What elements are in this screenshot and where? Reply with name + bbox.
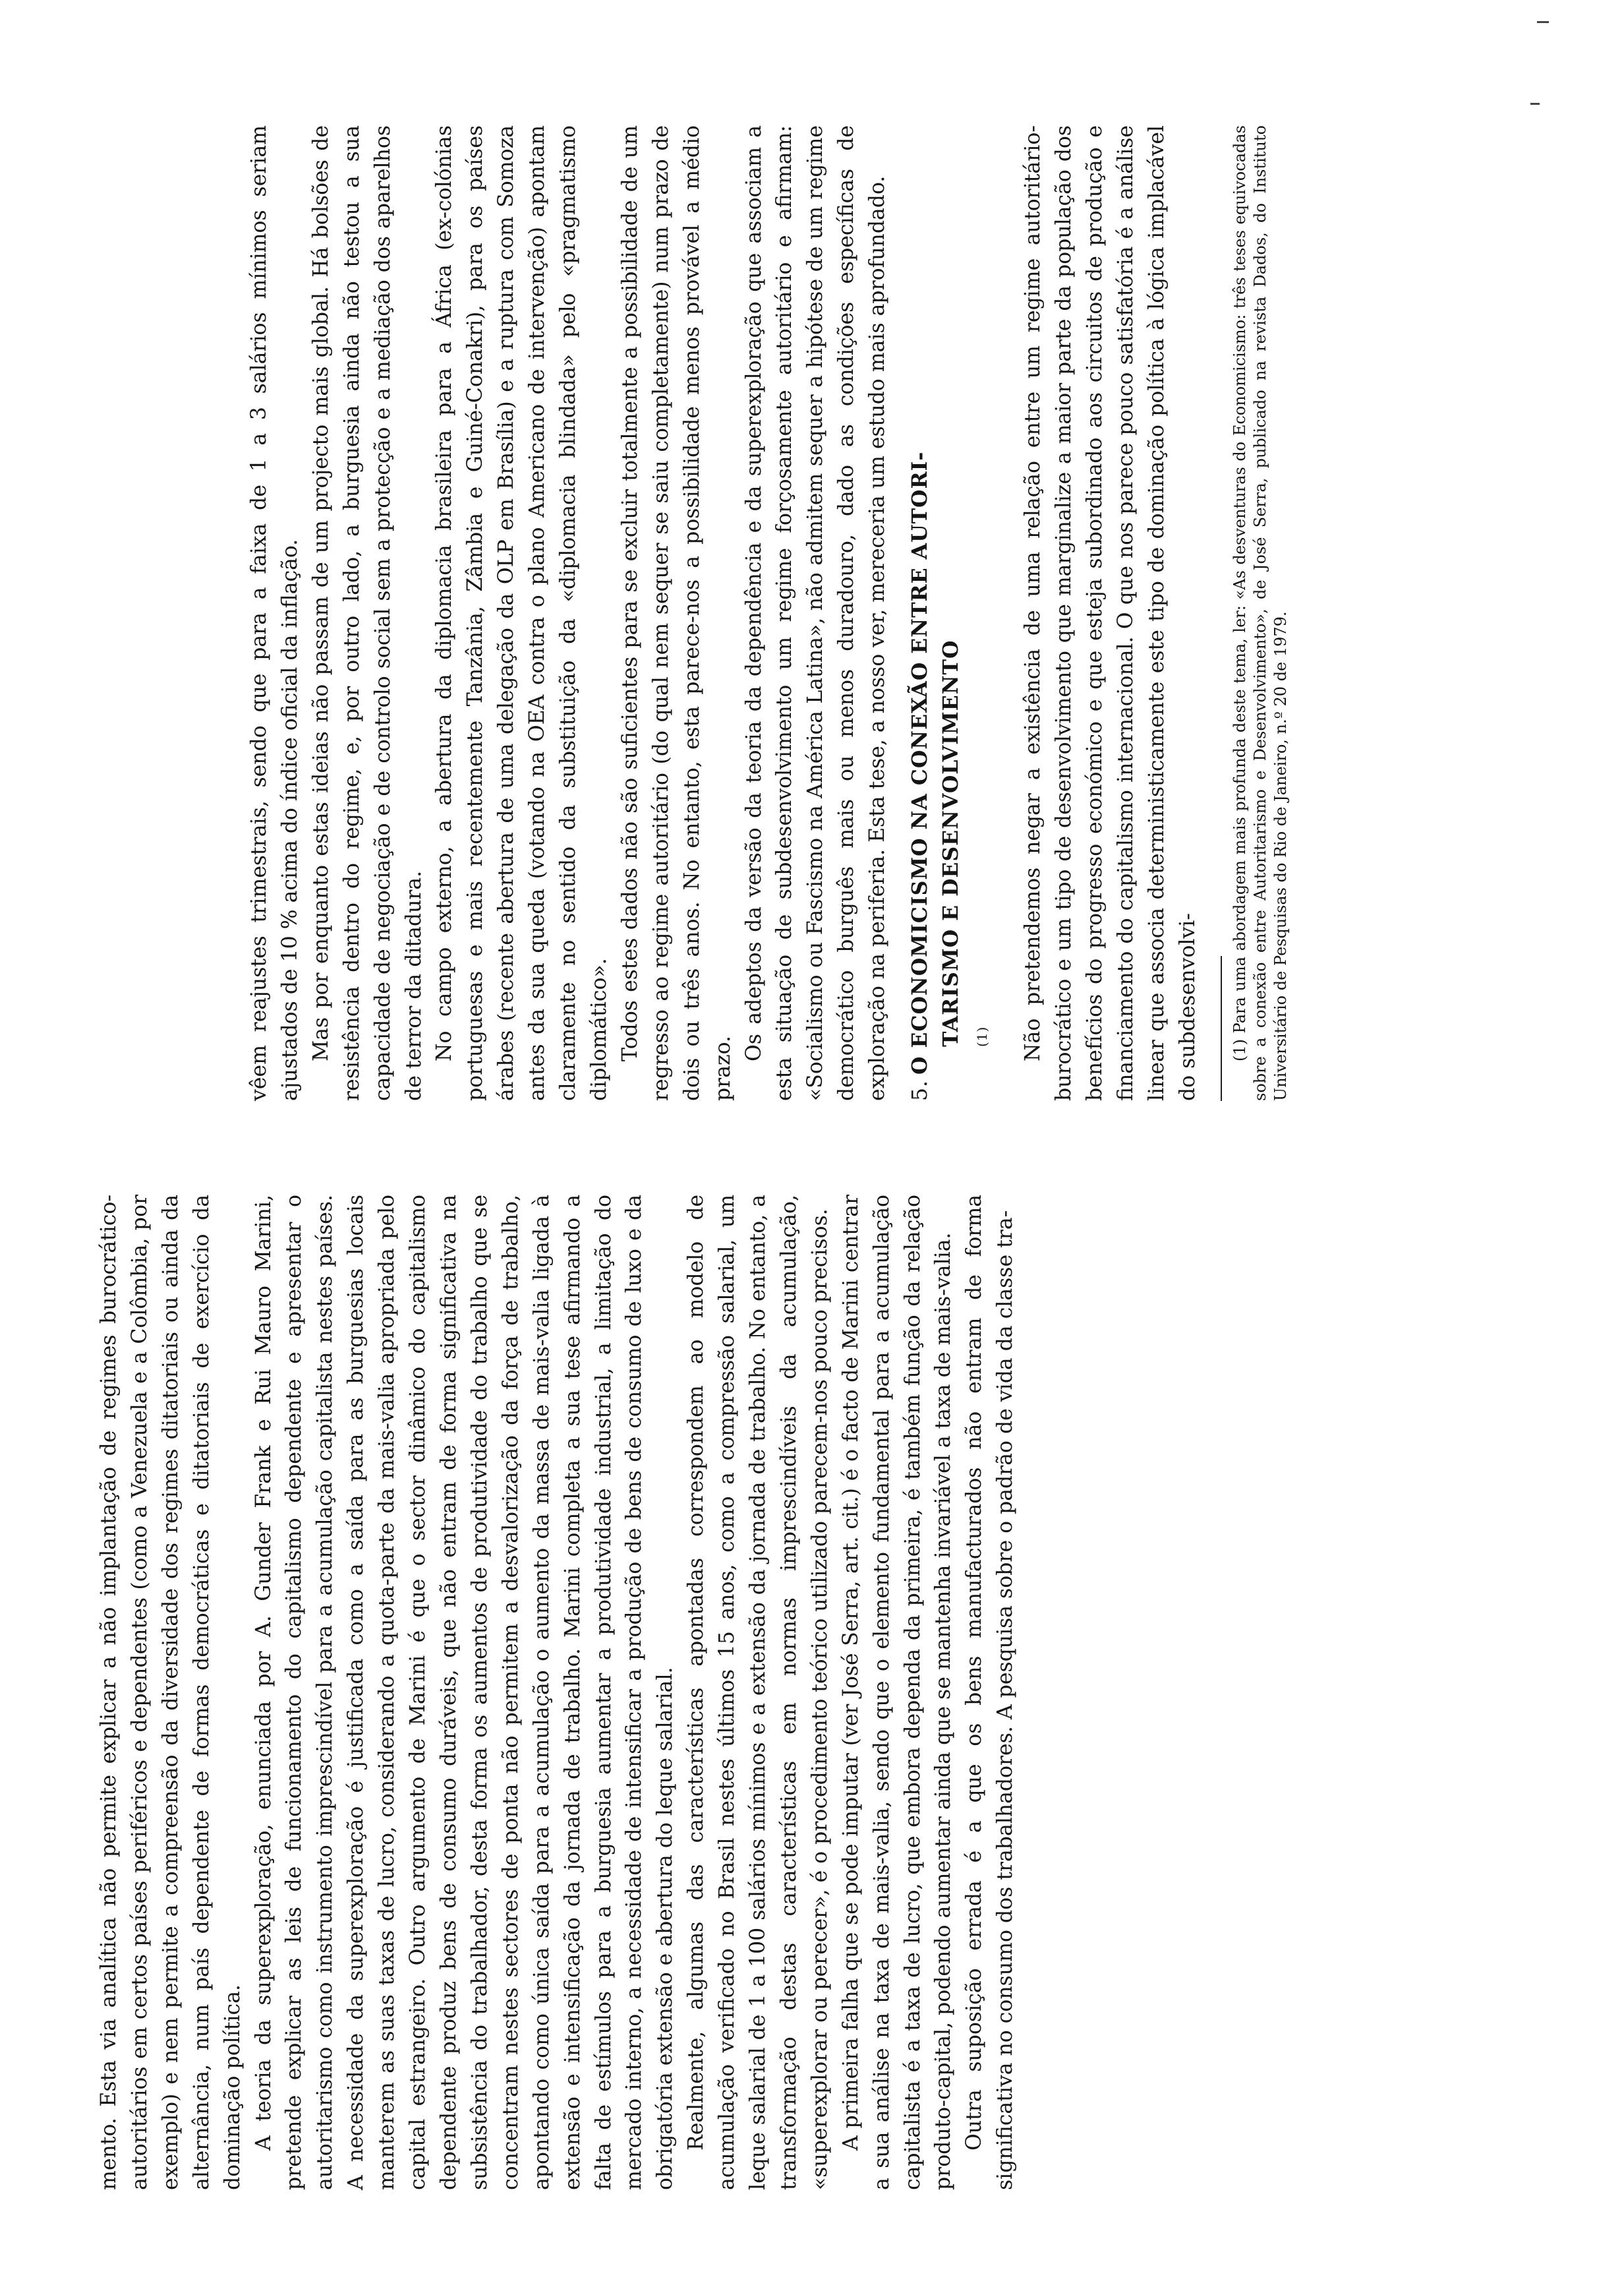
paragraph: Realmente, algumas das características apontadas correspondem ao modelo de acumulação verificado no Brasil nestes últimos 15 anos, como a compressão salarial, um leque salarial de 1 a 100 salários mínimos e a extensão da jornada de trabalho. No entanto, a transformação destas características em normas imprescindíveis da acumulação, «superexplorar ou perecer», é o procedimento teórico utilizado parecem-nos pouco precisos. [684, 1195, 832, 2190]
paragraph: Os adeptos da versão da teoria da dependência e da superexploração que associam a esta situação de subdesenvolvimento um regime forçosamente autoritário e afirmam: «Socialismo ou Fascismo na América Latina», não admitem sequer a hipótese de um regime democrático burguês mais ou menos duradouro, dado as condições específicas de exploração na periferia. Esta tese, a nosso ver, mereceria um estudo mais aprofundado. [741, 125, 890, 1101]
footnote-rule [1221, 956, 1222, 1101]
paragraph: mento. Esta via analítica não permite explicar a não implantação de regimes burocrático-autoritários em certos países periféricos e dependentes (como a Venezuela e a Colômbia, por exemplo) e nem permite a compreensão da diversidade dos regimes ditatoriais ou ainda da alternância, num país dependente de formas democráticas e ditatoriais de exercício da dominação política. [97, 1195, 245, 2190]
footnote-ref: (1) [973, 1026, 990, 1047]
paragraph: Outra suposição errada é a que os bens manufacturados não entram de forma significativa no consumo dos trabalhadores. A pesquisa sobre o padrão de vida da classe tra- [962, 1195, 1018, 2190]
section-title-line: TARISMO E DESENVOLVIMENTO [938, 639, 963, 1047]
paragraph: No campo externo, a abertura da diplomacia brasileira para a África (ex-colónias portuguesas e mais recentemente Tanzânia, Zâmbia e Guiné-Conakri), para os países árabes (recente abertura de uma delegação da OLP em Brasília) e a ruptura com Somoza antes da sua queda (votando na OEA contra o plano Americano de intervenção) apontam claramente no sentido da substituição da «diplomacia blindada» pelo «pragmatismo diplomático». [432, 125, 611, 1101]
paragraph: Todos estes dados não são suficientes para se excluir totalmente a possibilidade de um regresso ao regime autoritário (do qual nem sequer se saiu completamente) num prazo de dois ou três anos. No entanto, esta parece-nos a possibilidade menos provável a médio prazo. [618, 125, 735, 1101]
paragraph: vêem reajustes trimestrais, sendo que para a faixa de 1 a 3 salários mínimos seriam ajustados de 10 % acima do índice oficial da inflação. [247, 125, 302, 1101]
section-title-line: O ECONOMICISMO NA CONEXÃO ENTRE AUTORI- [908, 451, 933, 1075]
section-number: 5. [908, 1079, 933, 1101]
text-column-left [244, 125, 1291, 1101]
paragraph: A teoria da superexploração, enunciada por A. Gunder Frank e Rui Mauro Marini, pretende explicar as leis de funcionamento do capitalismo dependente e apresentar o autoritarismo como instrumento imprescindível para a acumulação capitalista nestes países. A necessidade da superexploração é justificada como a saída para as burguesias locais manterem as suas taxas de lucro, considerando a quota-parte da mais-valia apropriada pelo capital estrangeiro. Outro argumento de Marini é que o sector dinâmico do capitalismo dependente produz bens de consumo duráveis, que não entram de forma significativa na subsistência do trabalhador, desta forma os aumentos de produtividade do trabalho que se concentram nestes sectores de ponta não permitem a desvalorização da força de trabalho, apontando como única saída para a acumulação o aumento da massa de mais-valia ligada à extensão e intensificação da jornada de trabalho. Marini completa a sua tese afirmando a falta de estímulos para a burguesia aumentar a produtividade industrial, a limitação do mercado interno, a necessidade de intensificar a produção de bens de consumo de luxo e da obrigatória extensão e abertura do leque salarial. [251, 1195, 678, 2190]
paragraph: Não pretendemos negar a existência de uma relação entre um regime autoritário-burocrático e um tipo de desenvolvimento que marginalize a maior parte da população dos benefícios do progresso económico e que esteja subordinado aos circuitos de produção e financiamento do capitalismo internacional. O que nos parece pouco satisfatória é a análise linear que associa deterministicamente este tipo de dominação política à lógica implacável do subdesenvolvi- [1021, 125, 1200, 1101]
paragraph: Mas por enquanto estas ideias não passam de um projecto mais global. Há bolsões de resistência dentro do regime, e, por outro lado, a burguesia ainda não testou a sua capacidade de negociação e de controlo social sem a protecção e a mediação dos aparelhos de terror da ditadura. [308, 125, 426, 1101]
section-heading [905, 125, 1003, 1101]
text-column-right [94, 1195, 1021, 2190]
footnote-text: (1) Para uma abordagem mais profunda deste tema, ler: «As desventuras do Economicismo: três teses equivocadas sobre a conexão entre Autoritarismo e Desenvolvimento», de José Serra, publicado na revista Dados, do Instituto Universitário de Pesquisas do Rio de Janeiro, n.º 20 de 1979. [1230, 125, 1290, 1101]
paragraph: A primeira falha que se pode imputar (ver José Serra, art. cit.) é o facto de Marini centrar a sua análise na taxa de mais-valia, sendo que o elemento fundamental para a acumulação capitalista é a taxa de lucro, que embora dependa da primeira, é também função da relação produto-capital, podendo aumentar ainda que se mantenha invariável a taxa de mais-valia. [838, 1195, 956, 2190]
footnote [1230, 125, 1291, 1101]
